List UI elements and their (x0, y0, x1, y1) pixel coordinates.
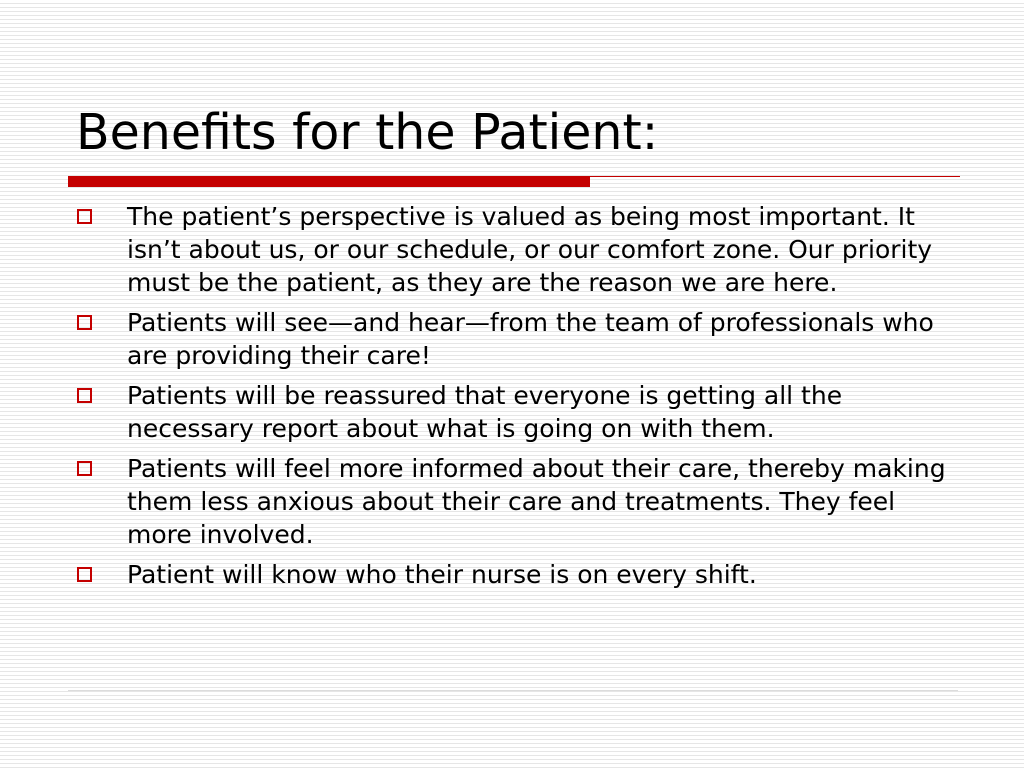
footer-divider (68, 690, 958, 691)
list-item (76, 558, 956, 591)
title-underline-thin (590, 176, 960, 177)
slide-title: Benefits for the Patient: (76, 104, 659, 161)
list-item (76, 200, 956, 299)
hollow-square-bullet-icon (77, 567, 92, 582)
bullet-text: Patients will see—and hear—from the team of professionals who are providing their care! (127, 308, 934, 370)
bullet-text: Patients will be reassured that everyone is getting all the necessary report about what is going on with them. (127, 381, 843, 443)
list-item (76, 379, 956, 445)
bullet-text: Patients will feel more informed about their care, thereby making them less anxious about their care and treatments. They feel more involved. (127, 454, 946, 549)
title-underline-thick (68, 176, 590, 187)
hollow-square-bullet-icon (77, 388, 92, 403)
hollow-square-bullet-icon (77, 315, 92, 330)
list-item (76, 452, 956, 551)
bullet-text: Patient will know who their nurse is on every shift. (127, 560, 757, 589)
list-item (76, 306, 956, 372)
bullet-list (76, 200, 956, 598)
hollow-square-bullet-icon (77, 461, 92, 476)
hollow-square-bullet-icon (77, 209, 92, 224)
bullet-text: The patient’s perspective is valued as being most important. It isn’t about us, or our schedule, or our comfort zone. Our priority must be the patient, as they are the reason we are here. (127, 202, 933, 297)
